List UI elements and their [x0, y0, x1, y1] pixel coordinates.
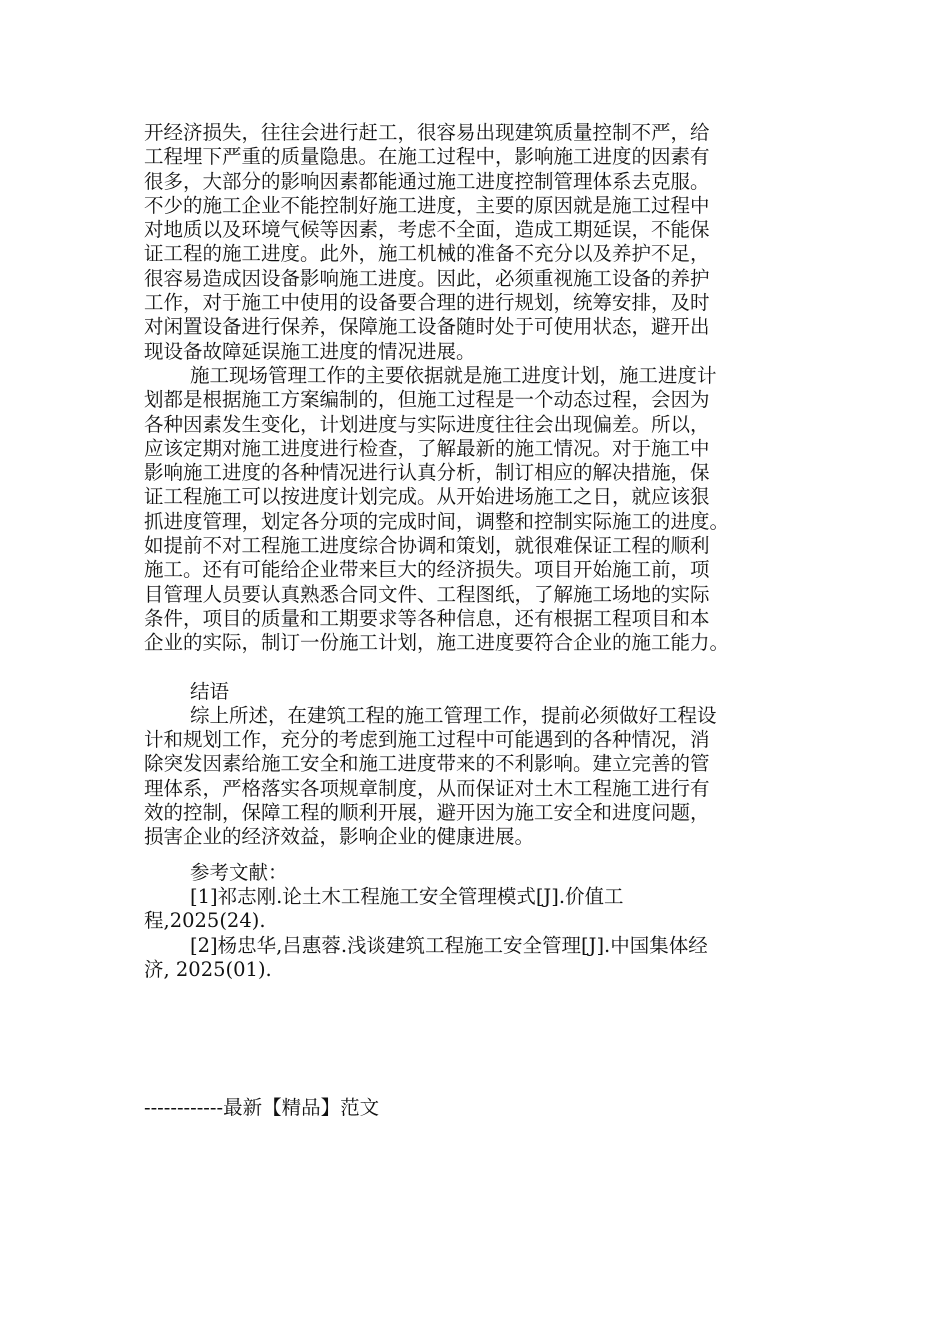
text-line: 目管理人员要认真熟悉合同文件、工程图纸，了解施工场地的实际: [144, 582, 710, 606]
text-line: 很多，大部分的影响因素都能通过施工进度控制管理体系去克服。: [144, 169, 710, 193]
paragraph-schedule-plan: [144, 364, 804, 656]
text-line: 影响施工进度的各种情况进行认真分析，制订相应的解决措施，保: [144, 461, 710, 485]
document-body: [144, 121, 804, 982]
text-line: 计和规划工作，充分的考虑到施工过程中可能遇到的各种情况，消: [144, 728, 710, 752]
text-line: 各种因素发生变化，计划进度与实际进度往往会出现偏差。所以，: [144, 412, 710, 436]
references-section: [144, 861, 804, 982]
reference-item: [1]祁志刚.论土木工程施工安全管理模式[J].价值工: [190, 884, 624, 908]
text-line: 抓进度管理，划定各分项的完成时间，调整和控制实际施工的进度。: [144, 509, 730, 533]
text-line: 证工程的施工进度。此外，施工机械的准备不充分以及养护不足，: [144, 242, 710, 266]
text-line: 除突发因素给施工安全和施工进度带来的不利影响。建立完善的管: [144, 752, 710, 776]
text-line: 工作，对于施工中使用的设备要合理的进行规划，统筹安排，及时: [144, 291, 710, 315]
text-line: 不少的施工企业不能控制好施工进度，主要的原因就是施工过程中: [144, 193, 710, 217]
text-line: 证工程施工可以按进度计划完成。从开始进场施工之日，就应该狠: [144, 485, 710, 509]
text-line: 损害企业的经济效益，影响企业的健康进展。: [144, 825, 535, 849]
text-line: 很容易造成因设备影响施工进度。因此，必须重视施工设备的养护: [144, 266, 710, 290]
conclusion-heading: 结语: [190, 679, 230, 703]
footer-tagline: ------------最新【精品】范文: [144, 1096, 380, 1119]
conclusion-section: [144, 680, 804, 850]
reference-item: [2]杨忠华,吕惠蓉.浅谈建筑工程施工安全管理[J].中国集体经: [190, 933, 708, 957]
text-line: 理体系，严格落实各项规章制度，从而保证对土木工程施工进行有: [144, 776, 710, 800]
paragraph-schedule-delay: [144, 121, 804, 364]
text-line: 对地质以及环境气候等因素，考虑不全面，造成工期延误，不能保: [144, 218, 710, 242]
text-line: 企业的实际，制订一份施工计划，施工进度要符合企业的施工能力。: [144, 631, 730, 655]
text-line: 工程埋下严重的质量隐患。在施工过程中，影响施工进度的因素有: [144, 145, 710, 169]
text-line: 现设备故障延误施工进度的情况进展。: [144, 339, 476, 363]
references-heading: 参考文献：: [190, 860, 288, 884]
text-line: 综上所述，在建筑工程的施工管理工作，提前必须做好工程设: [190, 703, 717, 727]
text-line: 对闲置设备进行保养，保障施工设备随时处于可使用状态，避开出: [144, 315, 710, 339]
reference-item-cont: 程,2025(24).: [144, 909, 266, 933]
text-line: 应该定期对施工进度进行检查，了解最新的施工情况。对于施工中: [144, 436, 710, 460]
reference-item-cont: 济, 2025(01).: [144, 957, 272, 981]
text-line: 效的控制，保障工程的顺利开展，避开因为施工安全和进度问题，: [144, 801, 710, 825]
text-line: 开经济损失，往往会进行赶工，很容易出现建筑质量控制不严，给: [144, 121, 710, 144]
text-line: 条件，项目的质量和工期要求等各种信息，还有根据工程项目和本: [144, 606, 710, 630]
text-line: 划都是根据施工方案编制的，但施工过程是一个动态过程，会因为: [144, 388, 710, 412]
text-line: 施工现场管理工作的主要依据就是施工进度计划，施工进度计: [190, 363, 717, 387]
text-line: 施工。还有可能给企业带来巨大的经济损失。项目开始施工前，项: [144, 558, 710, 582]
text-line: 如提前不对工程施工进度综合协调和策划，就很难保证工程的顺利: [144, 534, 710, 558]
